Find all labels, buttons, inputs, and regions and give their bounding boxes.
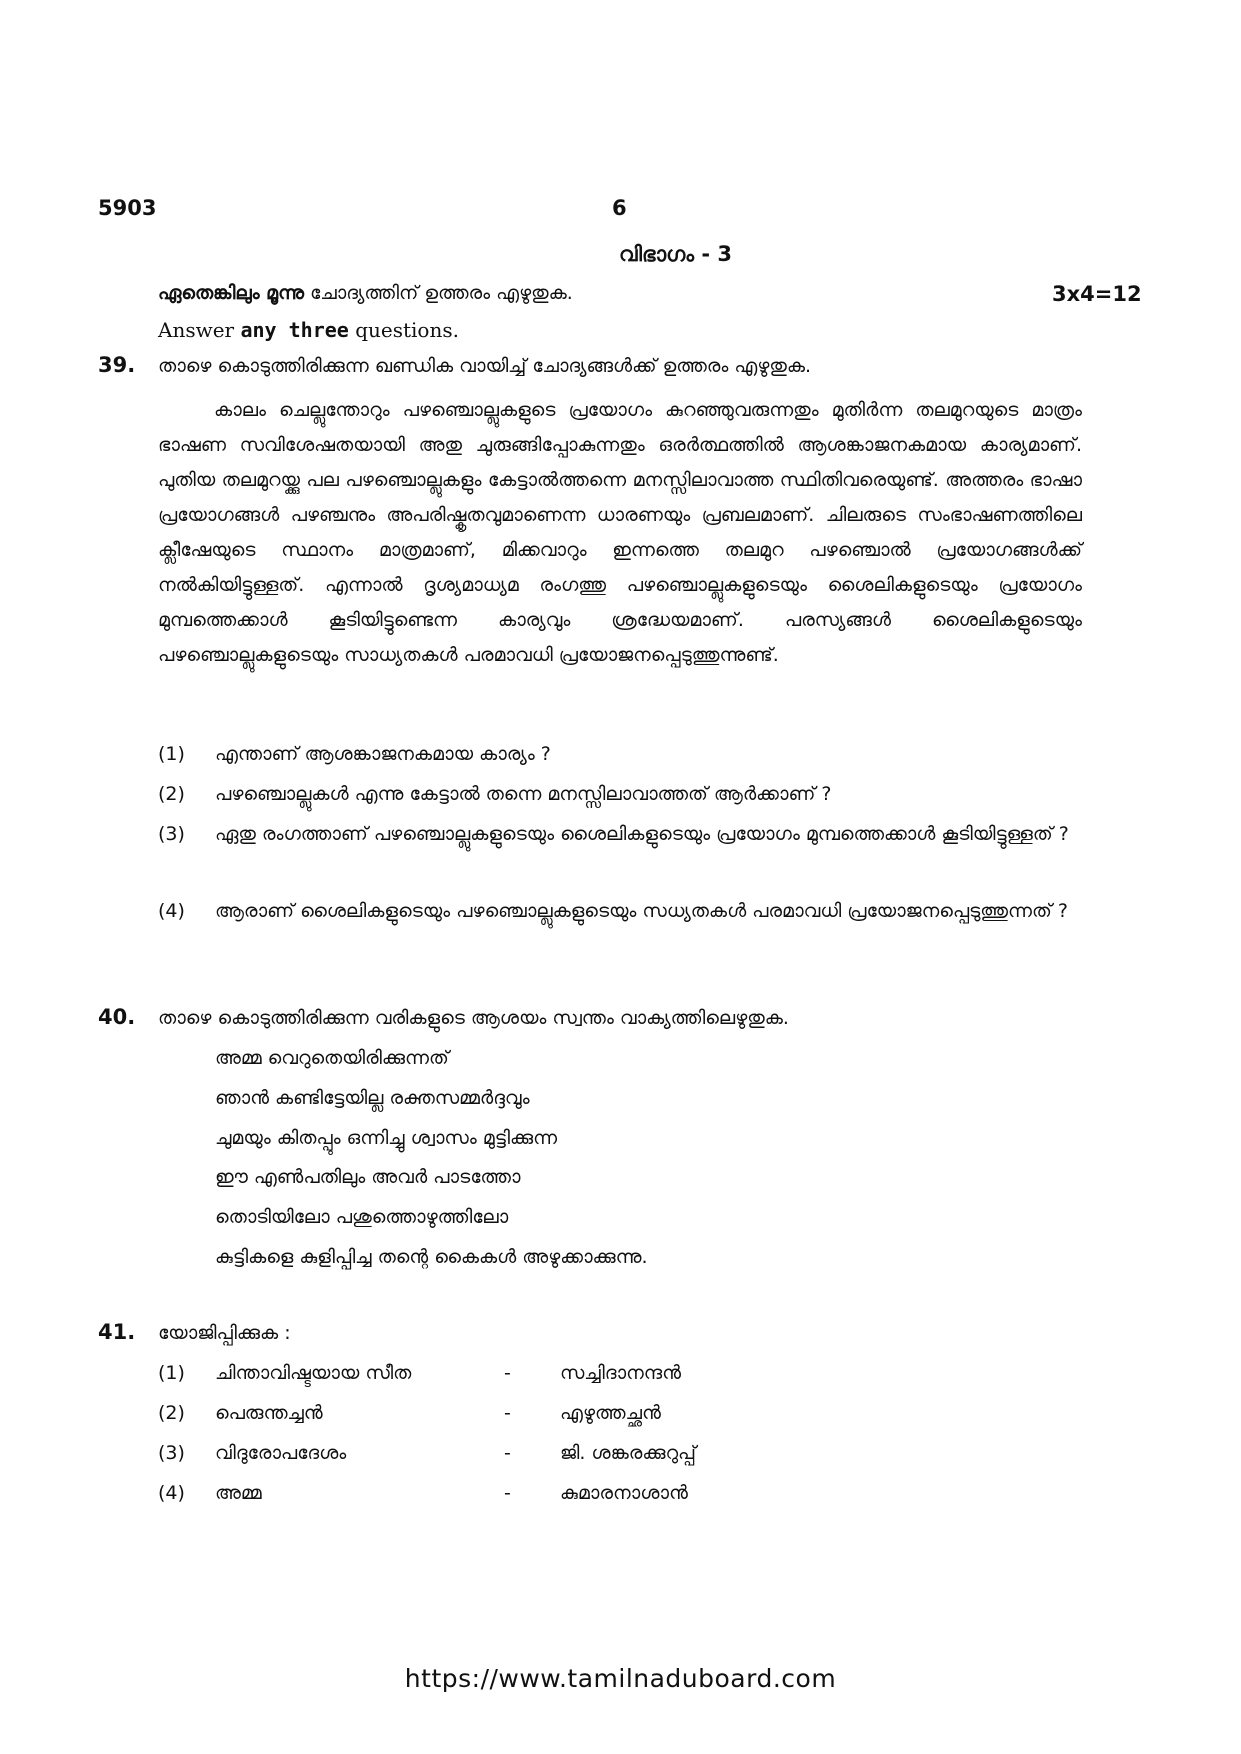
instruction-ml-bold: ഏതെങ്കിലും മൂന്നു [158,282,304,304]
question-39-prompt: താഴെ കൊടുത്തിരിക്കുന്ന ഖണ്ഡിക വായിച്ച് ചോദ്യങ്ങൾക്ക് ഉത്തരം എഴുതുക. [158,355,812,377]
poem-line: അമ്മ വെറുതെയിരിക്കുന്നത് [215,1047,449,1069]
q39-sub-1-text: എന്താണ് ആശങ്കാജനകമായ കാര്യം ? [215,743,551,765]
match-row-number: (3) [158,1442,185,1464]
match-left-item: പെരുന്തച്ചൻ [215,1402,323,1424]
section-title [0,242,1241,267]
match-right-item: കുമാരനാശാൻ [560,1482,688,1504]
match-row-number: (2) [158,1402,185,1424]
match-separator: - [504,1442,511,1464]
match-left-item: വിദുരോപദേശം [215,1442,347,1464]
q39-sub-2-text: പഴഞ്ചൊല്ലുകൾ എന്നു കേട്ടാൽ തന്നെ മനസ്സിലാവാത്തത് ആർക്കാണ് ? [215,783,832,805]
paper-code: 5903 [98,196,157,220]
section-title-text: വിഭാഗം - 3 [618,242,732,266]
instruction-en-pre: Answer [158,318,241,342]
question-41-prompt: യോജിപ്പിക്കുക : [158,1322,291,1344]
question-39-number: 39. [98,353,136,377]
q39-sub-1-number: (1) [158,743,185,765]
match-right-item: എഴുത്തച്ഛൻ [560,1402,661,1424]
q39-sub-3-text: ഏതു രംഗത്താണ് പഴഞ്ചൊല്ലുകളുടെയും ശൈലികളുടെയും പ്രയോഗം മുമ്പത്തെക്കാൾ കൂടിയിട്ടുള്ളത് ? [215,823,1069,845]
q39-sub-3-number: (3) [158,823,185,845]
page-number: 6 [612,196,627,220]
match-left-item: അമ്മ [215,1482,262,1504]
match-separator: - [504,1362,511,1384]
instruction-en-post: questions. [348,318,459,342]
match-separator: - [504,1402,511,1424]
poem-line: കുട്ടികളെ കുളിപ്പിച്ച തന്റെ കൈകൾ അഴുക്കാക്കുന്നു. [215,1246,648,1268]
match-row-number: (4) [158,1482,185,1504]
question-40-prompt: താഴെ കൊടുത്തിരിക്കുന്ന വരികളുടെ ആശയം സ്വന്തം വാക്യത്തിലെഴുതുക. [158,1007,789,1029]
poem-line: ഈ എൺപതിലും അവർ പാടത്തോ [215,1166,521,1188]
q39-sub-4-number: (4) [158,900,185,922]
question-40-number: 40. [98,1005,136,1029]
match-row-number: (1) [158,1362,185,1384]
question-39-passage: കാലം ചെല്ലുന്തോറും പഴഞ്ചൊല്ലുകളുടെ പ്രയോഗം കുറഞ്ഞുവരുന്നതും മുതിർന്ന തലമുറയുടെ മാത്രം ഭാഷണ സവിശേഷതയായി അതു ചുരുങ്ങിപ്പോകുന്നതും ഒരർത്ഥത്തിൽ ആശങ്കാജനകമായ കാര്യമാണ്. പുതിയ തലമുറയ്ക്കു പല പഴഞ്ചൊല്ലുകളും കേട്ടാൽത്തന്നെ മനസ്സിലാവാത്ത സ്ഥിതിവരെയുണ്ട്. അത്തരം ഭാഷാ പ്രയോഗങ്ങൾ പഴഞ്ചനും അപരിഷ്കൃതവുമാണെന്ന ധാരണയും പ്രബലമാണ്. ചിലരുടെ സംഭാഷണത്തിലെ ക്ലീഷേയുടെ സ്ഥാനം മാത്രമാണ്, മിക്കവാറും ഇന്നത്തെ തലമുറ പഴഞ്ചൊൽ പ്രയോഗങ്ങൾക്ക് നൽകിയിട്ടുള്ളത്. എന്നാൽ ദൃശ്യമാധ്യമ രംഗത്തു പഴഞ്ചൊല്ലുകളുടെയും ശൈലികളുടെയും പ്രയോഗം മുമ്പത്തെക്കാൾ കൂടിയിട്ടുണ്ടെന്ന കാര്യവും ശ്രദ്ധേയമാണ്. പരസ്യങ്ങൾ ശൈലികളുടെയും പഴഞ്ചൊല്ലുകളുടെയും സാധ്യതകൾ പരമാവധി പ്രയോജനപ്പെടുത്തുന്നുണ്ട്. [158,399,1082,666]
match-right-item: സച്ചിദാനന്ദൻ [560,1362,681,1384]
instruction-english [158,318,459,342]
poem-line: ചുമയും കിതപ്പും ഒന്നിച്ചു ശ്വാസം മുട്ടിക്കുന്ന [215,1127,558,1149]
footer-url: https://www.tamilnaduboard.com [404,1664,837,1693]
poem-line: ഞാൻ കണ്ടിട്ടേയില്ല രക്തസമ്മർദ്ദവും [215,1087,530,1109]
poem-line: തൊടിയിലോ പശുത്തൊഴുത്തിലോ [215,1206,509,1228]
instruction-en-bold: any three [240,318,349,342]
match-left-item: ചിന്താവിഷ്ടയായ സീത [215,1362,412,1384]
instruction-malayalam [158,282,573,304]
match-right-item: ജി. ശങ്കരക്കുറുപ്പ് [560,1442,696,1464]
question-41-number: 41. [98,1320,136,1344]
instruction-ml-rest: ചോദ്യത്തിന് ഉത്തരം എഴുതുക. [303,282,573,304]
q39-sub-2-number: (2) [158,783,185,805]
q39-sub-4-text: ആരാണ് ശൈലികളുടെയും പഴഞ്ചൊല്ലുകളുടെയും സധ്യതകൾ പരമാവധി പ്രയോജനപ്പെടുത്തുന്നത് ? [215,900,1068,922]
marks-scheme: 3x4=12 [1052,282,1142,306]
match-separator: - [504,1482,511,1504]
